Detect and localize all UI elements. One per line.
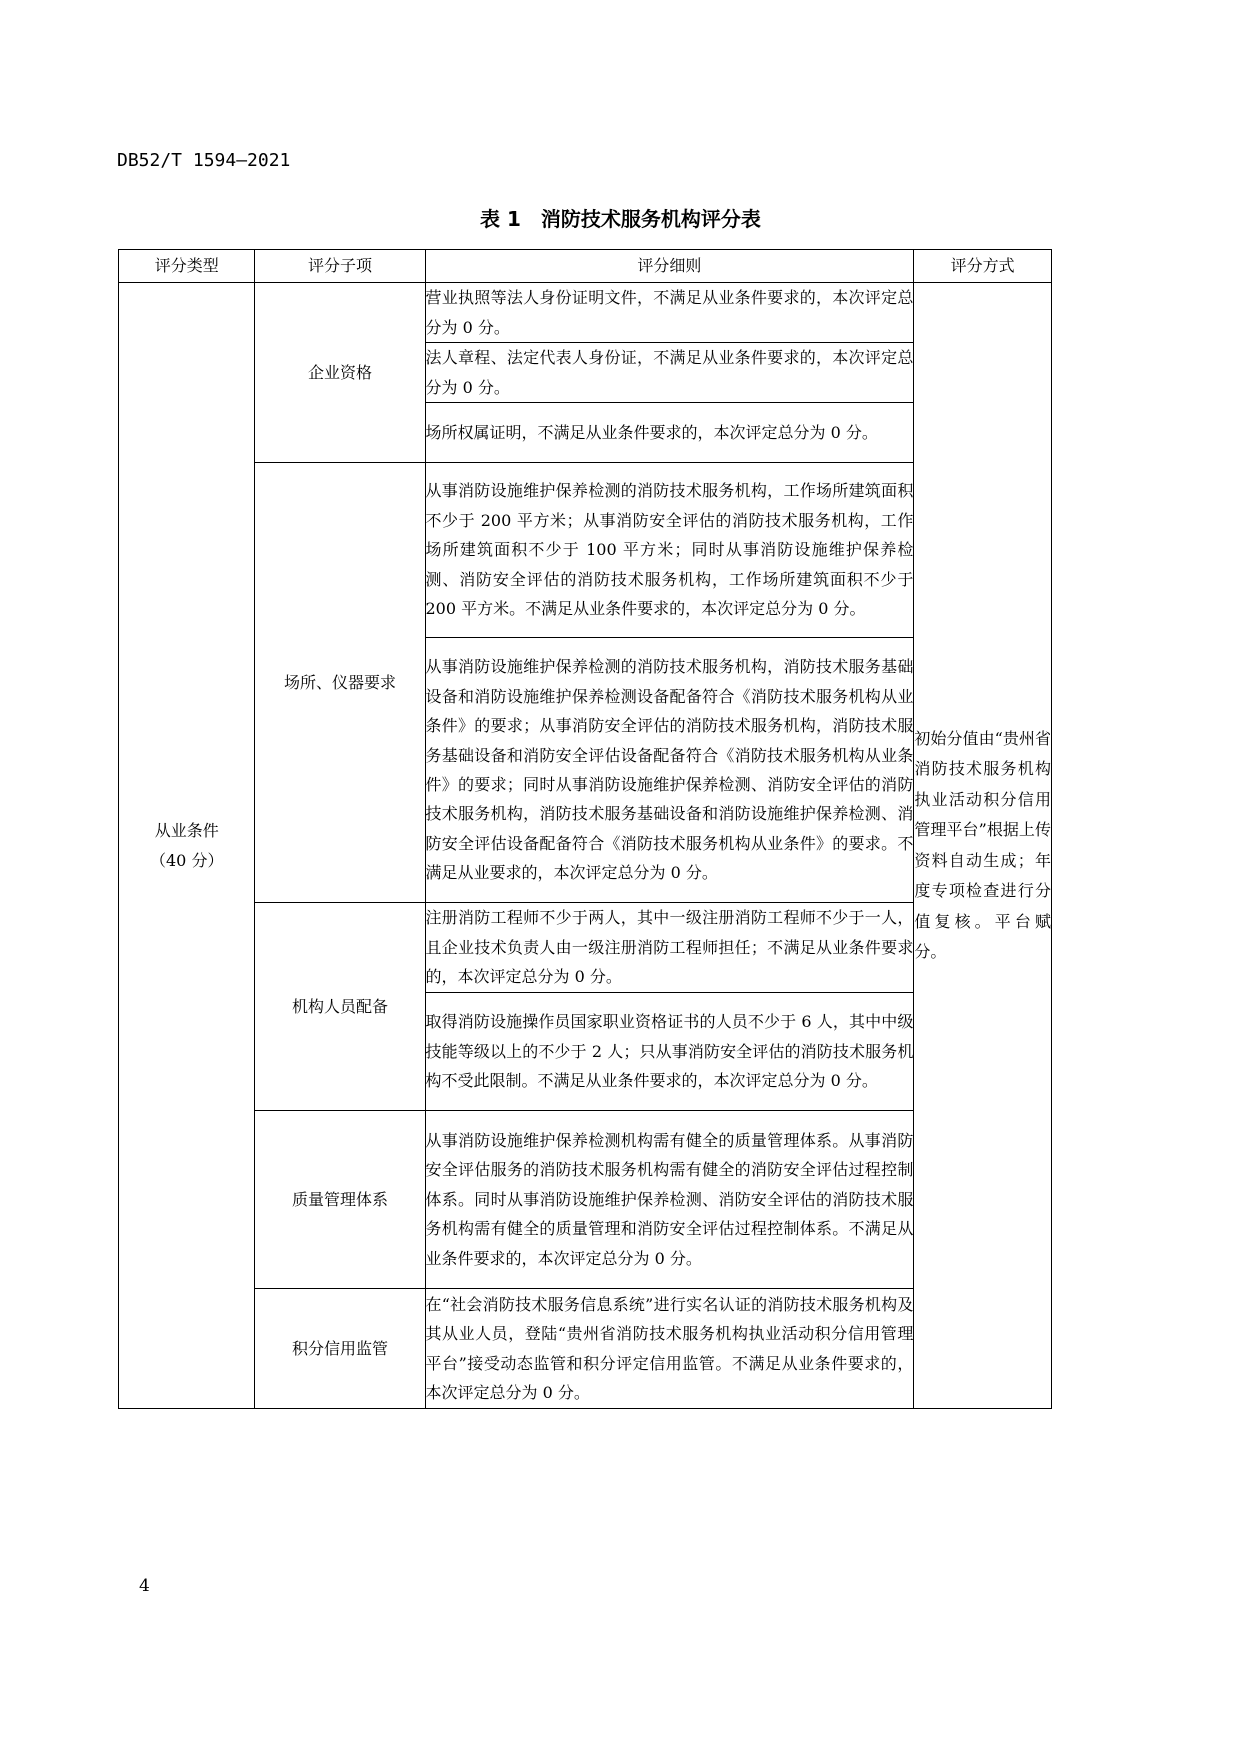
rule-cell: 取得消防设施操作员国家职业资格证书的人员不少于 6 人，其中中级技能等级以上的不少于 2 人；只从事消防安全评估的消防技术服务机构不受此限制。不满足从业条件要求的，本次评定总分为 0 分。 [425,993,914,1111]
subitem-site-equipment: 场所、仪器要求 [255,463,425,903]
subitem-credit-supervision: 积分信用监管 [255,1289,425,1409]
table-row [119,283,1052,343]
table-row [119,1111,1052,1289]
column-header-category: 评分类型 [119,250,255,283]
column-header-subitem: 评分子项 [255,250,425,283]
category-points: （40 分） [150,850,224,870]
method-cell: 初始分值由“贵州省消防技术服务机构执业活动积分信用管理平台”根据上传资料自动生成；年度专项检查进行分值复核。平台赋分。 [914,283,1052,1409]
table-row [119,1289,1052,1409]
scoring-table [118,249,1052,1409]
subitem-staffing: 机构人员配备 [255,903,425,1111]
table-header-row [119,250,1052,283]
rule-cell: 场所权属证明，不满足从业条件要求的，本次评定总分为 0 分。 [425,403,914,463]
document-code: DB52/T 1594—2021 [117,150,291,171]
subitem-enterprise-qualification: 企业资格 [255,283,425,463]
category-name: 从业条件 [154,821,219,841]
table-row [119,463,1052,638]
rule-cell: 从事消防设施维护保养检测机构需有健全的质量管理体系。从事消防安全评估服务的消防技术服务机构需有健全的消防安全评估过程控制体系。同时从事消防设施维护保养检测、消防安全评估的消防技术服务机构需有健全的质量管理和消防安全评估过程控制体系。不满足从业条件要求的，本次评定总分为 0 分。 [425,1111,914,1289]
column-header-rule: 评分细则 [425,250,914,283]
rule-cell: 从事消防设施维护保养检测的消防技术服务机构，消防技术服务基础设备和消防设施维护保养检测设备配备符合《消防技术服务机构从业条件》的要求；从事消防安全评估的消防技术服务机构，消防技术服务基础设备和消防安全评估设备配备符合《消防技术服务机构从业条件》的要求；同时从事消防设施维护保养检测、消防安全评估的消防技术服务机构，消防技术服务基础设备和消防设施维护保养检测、消防安全评估设备配备符合《消防技术服务机构从业条件》的要求。不满足从业要求的，本次评定总分为 0 分。 [425,638,914,903]
rule-cell: 营业执照等法人身份证明文件，不满足从业条件要求的，本次评定总分为 0 分。 [425,283,914,343]
rule-cell: 法人章程、法定代表人身份证，不满足从业条件要求的，本次评定总分为 0 分。 [425,343,914,403]
category-cell [119,283,255,1409]
rule-cell: 注册消防工程师不少于两人，其中一级注册消防工程师不少于一人，且企业技术负责人由一级注册消防工程师担任；不满足从业条件要求的，本次评定总分为 0 分。 [425,903,914,993]
rule-cell: 在“社会消防技术服务信息系统”进行实名认证的消防技术服务机构及其从业人员，登陆“贵州省消防技术服务机构执业活动积分信用管理平台”接受动态监管和积分评定信用监管。不满足从业条件要求的，本次评定总分为 0 分。 [425,1289,914,1409]
rule-cell: 从事消防设施维护保养检测的消防技术服务机构，工作场所建筑面积不少于 200 平方米；从事消防安全评估的消防技术服务机构，工作场所建筑面积不少于 100 平方米；同时从事消防设施维护保养检测、消防安全评估的消防技术服务机构，工作场所建筑面积不少于 200 平方米。不满足从业条件要求的，本次评定总分为 0 分。 [425,463,914,638]
column-header-method: 评分方式 [914,250,1052,283]
page-number: 4 [139,1576,150,1596]
table-title: 表 1 消防技术服务机构评分表 [480,207,761,231]
table-row [119,903,1052,993]
subitem-quality-management: 质量管理体系 [255,1111,425,1289]
